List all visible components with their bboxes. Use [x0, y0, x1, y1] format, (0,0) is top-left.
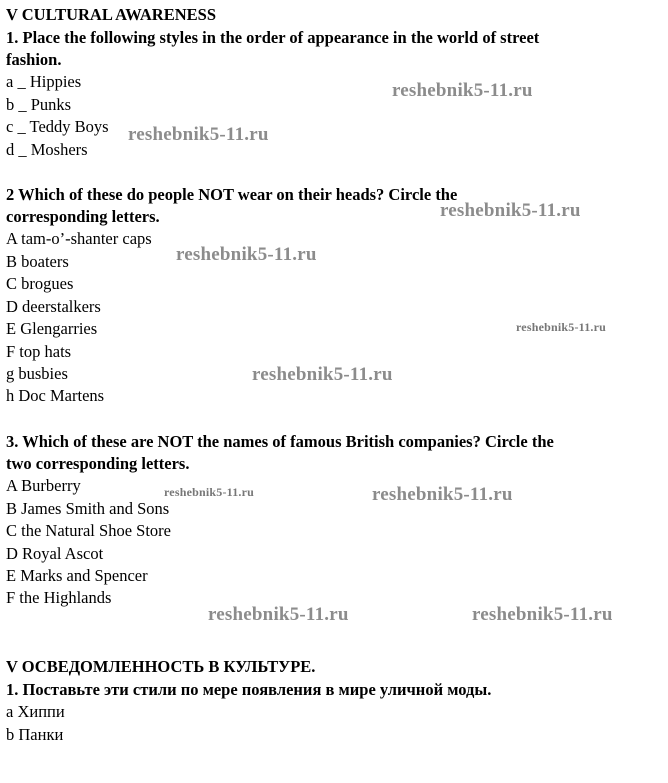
watermark: reshebnik5-11.ru	[440, 200, 581, 221]
q2-option: C brogues	[6, 274, 74, 293]
watermark: reshebnik5-11.ru	[372, 484, 513, 505]
watermark: reshebnik5-11.ru	[164, 485, 254, 499]
q2-option: E Glengarries	[6, 319, 98, 338]
q2-option: A tam-o’-shanter caps	[6, 229, 152, 248]
watermark: reshebnik5-11.ru	[472, 604, 613, 625]
q1-ru-option: a Хиппи	[6, 702, 65, 721]
q2-option: g busbies	[6, 364, 68, 383]
question-3-line-2: two corresponding letters.	[6, 454, 190, 473]
watermark: reshebnik5-11.ru	[252, 364, 393, 385]
question-1-ru: 1. Поставьте эти стили по мере появления в мире уличной моды.	[6, 680, 492, 699]
q1-option: c _ Teddy Boys	[6, 117, 109, 136]
watermark: reshebnik5-11.ru	[208, 604, 349, 625]
question-3-line-1: 3. Which of these are NOT the names of famous British companies? Circle the	[6, 432, 554, 451]
q2-option: D deerstalkers	[6, 297, 101, 316]
question-1-line-2: fashion.	[6, 50, 62, 69]
question-1-line-1: 1. Place the following styles in the order of appearance in the world of street	[6, 28, 540, 47]
question-2-line-2: corresponding letters.	[6, 207, 160, 226]
q2-option: B boaters	[6, 252, 69, 271]
section-title-ru: V ОСВЕДОМЛЕННОСТЬ В КУЛЬТУРЕ.	[6, 657, 316, 676]
section-title-en: V CULTURAL AWARENESS	[6, 5, 216, 24]
q3-option: E Marks and Spencer	[6, 566, 148, 585]
watermark: reshebnik5-11.ru	[392, 80, 533, 101]
q1-ru-option: b Панки	[6, 725, 64, 744]
watermark: reshebnik5-11.ru	[128, 124, 269, 145]
q3-option: F the Highlands	[6, 588, 112, 607]
watermark: reshebnik5-11.ru	[176, 244, 317, 265]
question-2-line-1: 2 Which of these do people NOT wear on their heads? Circle the	[6, 185, 458, 204]
q3-option: C the Natural Shoe Store	[6, 521, 171, 540]
q3-option: A Burberry	[6, 476, 81, 495]
q1-option: d _ Moshers	[6, 140, 88, 159]
q3-option: B James Smith and Sons	[6, 499, 170, 518]
q2-option: F top hats	[6, 342, 72, 361]
watermark: reshebnik5-11.ru	[516, 320, 606, 334]
q1-option: b _ Punks	[6, 95, 72, 114]
q1-option: a _ Hippies	[6, 72, 82, 91]
q3-option: D Royal Ascot	[6, 544, 104, 563]
q2-option: h Doc Martens	[6, 386, 105, 405]
